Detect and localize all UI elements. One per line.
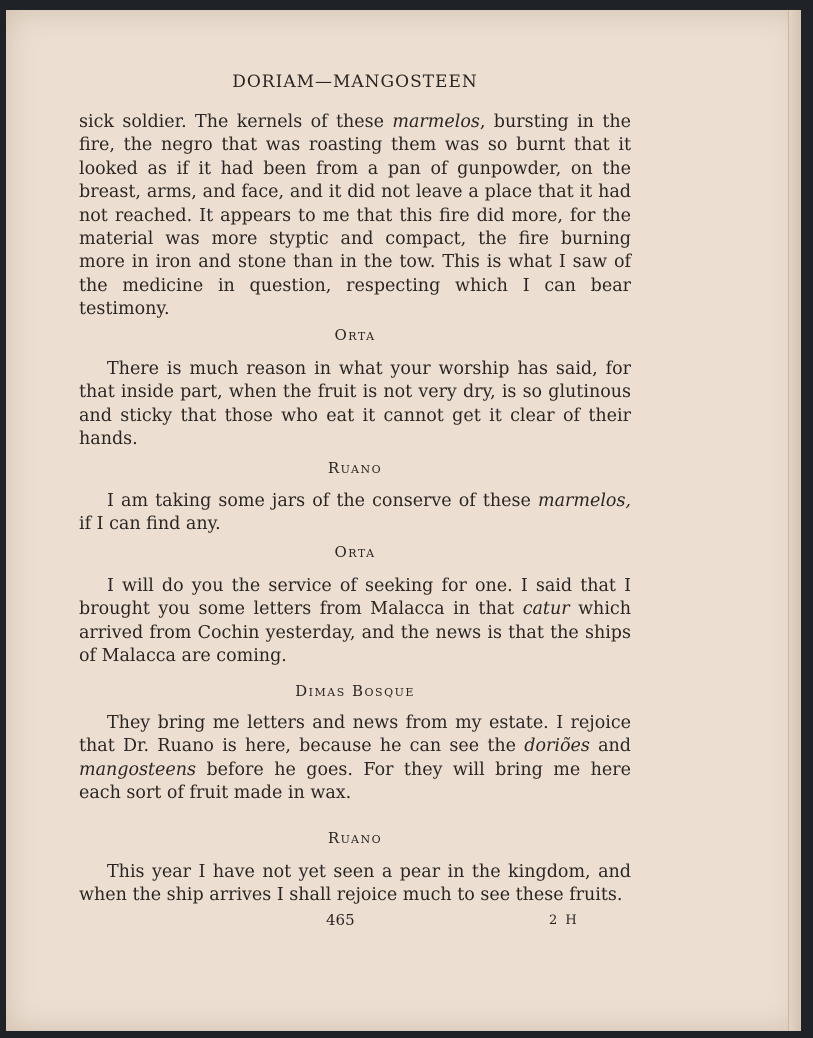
book-page (6, 10, 801, 1031)
speaker-dimas-bosque: Dimas Bosque (295, 682, 415, 700)
paragraph-4 (79, 575, 631, 669)
paragraph-4-text-b: which arrived from Cochin yesterday, and the news is that the ships of Malacca are coming. (79, 599, 631, 667)
paragraph-5-text-b: and (589, 736, 631, 757)
running-head: DORIAM—MANGOSTEEN (232, 72, 478, 92)
paragraph-1-text-b: , bursting in the fire, the negro that was roasting them was so burnt that it looked as if it had been from a pan of gunpowder, on the breast, arms, and face, and it did not leave a place that it had not reached. It appears to me that this fire did more, for the material was more styptic and compact, the fire burning more in iron and stone than in the tow. This is what I saw of the medicine in question, respecting which I can bear testimony. (79, 112, 631, 320)
paragraph-5-italic-2: mangosteens (79, 759, 197, 780)
page-edge (788, 10, 801, 1031)
paragraph-3-italic: marmelos, (537, 491, 631, 511)
speaker-orta-2: Orta (334, 543, 376, 561)
paragraph-5-text-c: before he goes. For they will bring me here each sort of fruit made in wax. (79, 759, 631, 804)
speaker-ruano-1: Ruano (327, 459, 383, 477)
paragraph-2: There is much reason in what your worship has said, for that inside part, when the fruit is not very dry, is so glutinous and sticky that those who eat it cannot get it clear of their hands. (79, 359, 631, 450)
paragraph-1 (79, 111, 631, 322)
paragraph-4-text-a: I will do you the service of seeking for one. I said that I brought you some letters from Malacca in that (79, 576, 631, 620)
paragraph-4-italic: catur (522, 599, 570, 620)
paragraph-3-text-a: I am taking some jars of the conserve of these (107, 491, 538, 511)
paragraph-5-text-a: They bring me letters and news from my estate. I rejoice that Dr. Ruano is here, because he can see the (79, 713, 631, 757)
paragraph-5 (79, 712, 631, 806)
paragraph-5-italic-1: doriões (524, 736, 590, 757)
speaker-orta-1: Orta (334, 326, 376, 344)
signature-mark: 2 H (549, 913, 579, 928)
paragraph-1-italic: marmelos (392, 112, 480, 132)
paragraph-3-text-b: if I can find any. (79, 514, 221, 535)
page-number: 465 (326, 911, 355, 929)
paragraph-6: This year I have not yet seen a pear in the kingdom, and when the ship arrives I shall rejoice much to see these fruits. (79, 862, 631, 906)
speaker-ruano-2: Ruano (327, 829, 383, 847)
paragraph-3 (79, 490, 631, 537)
paragraph-1-text-a: sick soldier. The kernels of these (79, 112, 393, 132)
